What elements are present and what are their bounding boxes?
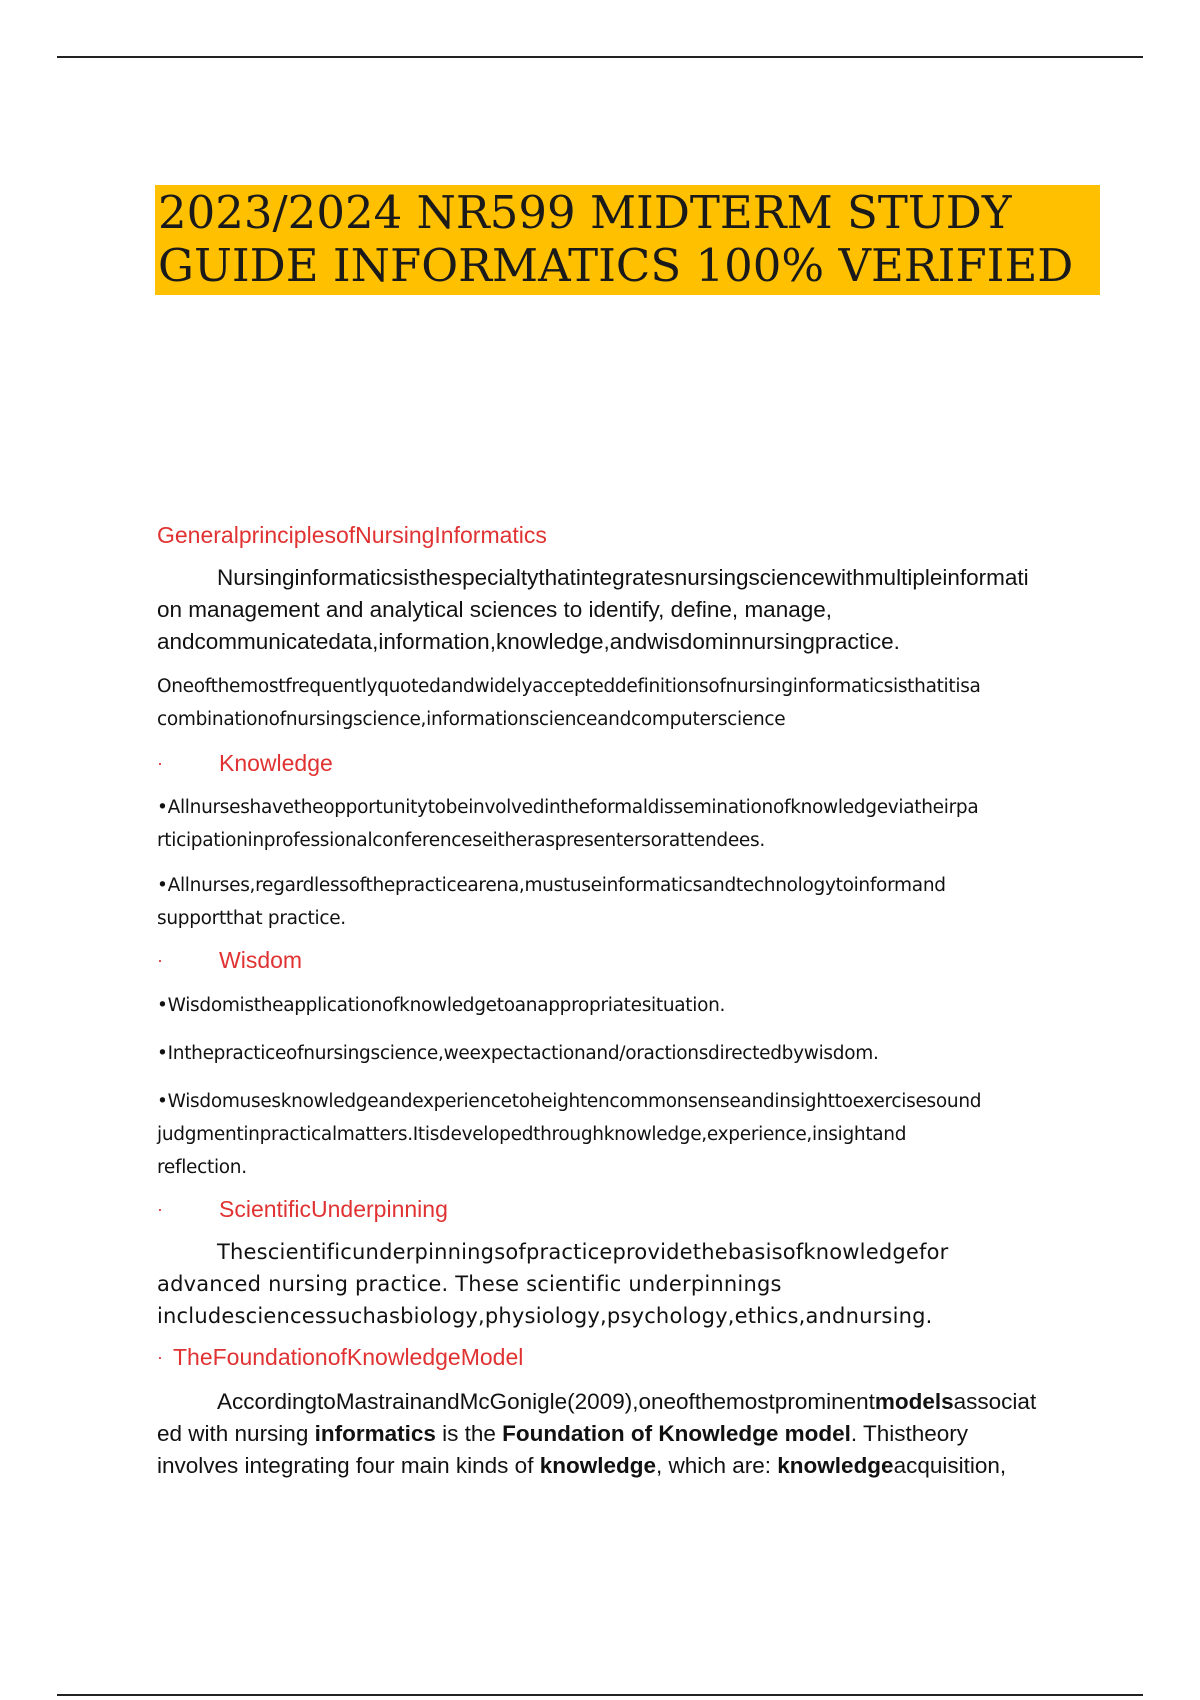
paragraph-foundation-model: AccordingtoMastrainandMcGonigle(2009),oneofthemostprominentmodelsassociat ed with nursing informatics is the Foundation of Knowledge model. Thistheory involves integrating four main kinds of knowledge, which are: knowledgeacquisition, <box>157 1389 1037 1478</box>
list-item: •Allnurseshavetheopportunitytobeinvolvedintheformaldisseminationofknowledgeviatheirpa rticipationinprofessionalconferenceseitheraspresentersorattendees. <box>157 797 979 851</box>
heading-knowledge-label: Knowledge <box>219 750 333 776</box>
title-line-1: 2023/2024 NR599 MIDTERM STUDY <box>158 186 1012 239</box>
heading-foundation-label: TheFoundationofKnowledgeModel <box>173 1344 524 1370</box>
paragraph-scientific-underpinnings: Thescientificunderpinningsofpracticeprovidethebasisofknowledgefor advanced nursing practice. These scientific underpinnings includesciencessuchasbiology,physiology,psychology,ethics,andnursing. <box>157 1240 949 1328</box>
paragraph-definition: Oneofthemostfrequentlyquotedandwidelyaccepteddefinitionsofnursinginformaticsisthatitisa combinationofnursingscience,informationscienceandcomputerscience <box>157 676 981 730</box>
heading-knowledge <box>157 748 1092 778</box>
list-item: •Wisdomusesknowledgeandexperiencetoheightencommonsenseandinsighttoexercisesound judgmentinpracticalmatters.Itisdevelopedthroughknowledge,experience,insightand reflection. <box>157 1091 982 1178</box>
list-item: •Allnurses,regardlessofthepracticearena,mustuseinformaticsandtechnologytoinformand supportthat practice. <box>157 875 946 929</box>
heading-wisdom-label: Wisdom <box>219 947 303 973</box>
bottom-rule <box>57 1694 1143 1696</box>
paragraph-nursing-informatics: Nursinginformaticsisthespecialtythatintegratesnursingsciencewithmultipleinformati on management and analytical sciences to identify, define, manage, andcommunicatedata,information,knowledge,andwisdominnursingpractice. <box>157 565 1029 654</box>
document-body <box>157 520 1092 1482</box>
bullet-icon: · <box>157 753 163 773</box>
heading-general-principles: GeneralprinciplesofNursingInformatics <box>157 522 547 548</box>
bullet-icon: · <box>157 1347 163 1367</box>
heading-foundation-of-knowledge <box>157 1342 1092 1372</box>
bullet-icon: · <box>157 1199 163 1219</box>
title-line-2: GUIDE INFORMATICS 100% VERIFIED <box>158 239 1074 292</box>
heading-scientific-label: ScientificUnderpinning <box>219 1196 448 1222</box>
heading-wisdom <box>157 945 1092 975</box>
bullet-icon: · <box>157 950 163 970</box>
top-rule <box>57 56 1143 58</box>
heading-scientific-underpinning <box>157 1194 1092 1224</box>
list-item: •Inthepracticeofnursingscience,weexpectactionand/oractionsdirectedbywisdom. <box>157 1043 879 1064</box>
list-item: •Wisdomistheapplicationofknowledgetoanappropriatesituation. <box>157 995 726 1016</box>
document-title <box>158 186 1098 292</box>
